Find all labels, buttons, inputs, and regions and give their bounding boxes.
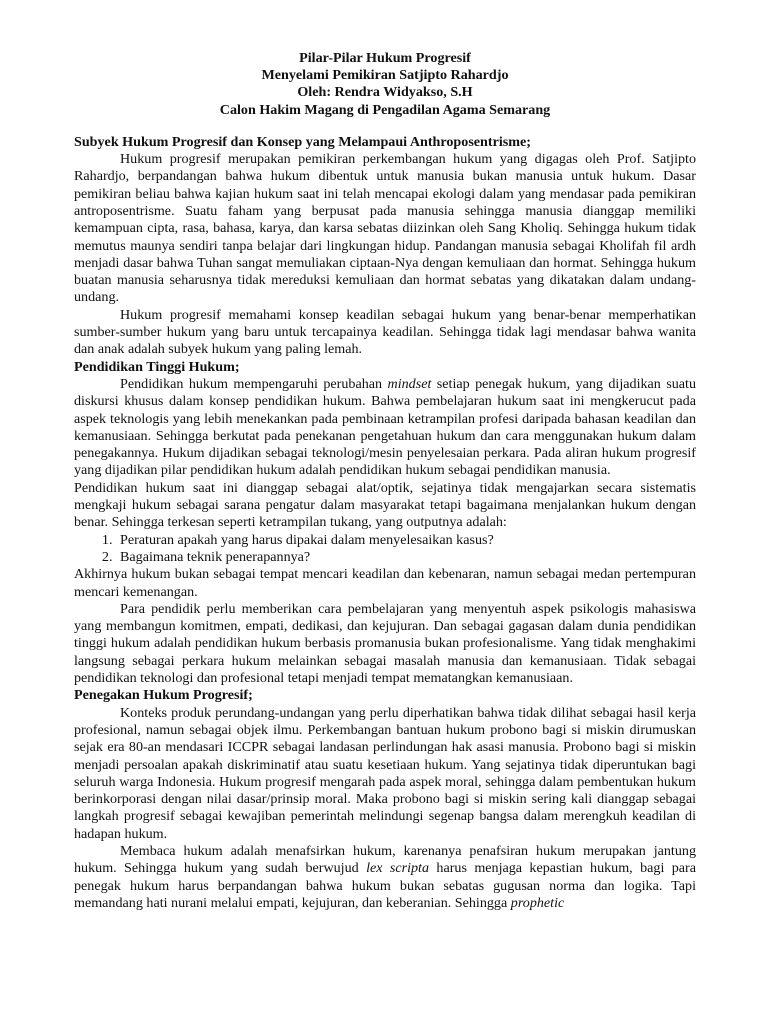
- paragraph-text: Membaca hukum adalah menafsirkan hukum, karenanya penafsiran hukum merupakan jantung hukum. Sehingga hukum yang sudah berwujud: [74, 842, 696, 877]
- document-title-block: [74, 50, 696, 119]
- paragraph: Pendidikan hukum saat ini dianggap sebagai alat/optik, sejatinya tidak mengajarkan secara sistematis mengkaji hukum sebagai sarana pengatur dalam masyarakat tetapi bagaimana menjalankan hukum dengan benar. Sehingga terkesan seperti ketrampilan tukang, yang outputnya adalah:: [74, 479, 696, 531]
- author-affiliation: Calon Hakim Magang di Pengadilan Agama Semarang: [219, 101, 551, 118]
- section-heading-subyek: Subyek Hukum Progresif dan Konsep yang Melampaui Anthroposentrisme;: [74, 133, 531, 150]
- paragraph-text: setiap penegak hukum, yang dijadikan suatu diskursi khusus dalam konsep pendidikan hukum. Bahwa pembelajaran hukum saat ini mengkerucut pada aspek teknologis yang lebih menekankan pada pembinaan ketrampilan profesi daripada bahasan keadilan dan kemanusiaan. Sehingga berkutat pada penekanan pengetahuan hukum dan cara menggunakan hukum dalam penegakannya. Hukum dijadikan sebagai teknologi/mesin penyelesaian perkara. Pada aliran hukum progresif yang dijadikan pilar pendidikan hukum adalah pendidikan hukum sebagai pendidikan manusia.: [74, 375, 697, 479]
- paragraph: [74, 376, 696, 480]
- italic-term: lex scripta: [366, 860, 430, 877]
- paragraph: Para pendidik perlu memberikan cara pembelajaran yang menyentuh aspek psikologis mahasiswa yang membangun komitmen, empati, dedikasi, dan kejujuran. Dan sebagai gagasan dalam dunia pendidikan tinggi hukum adalah pendidikan hukum berbasis promanusia bukan profesionalisme. Yang tidak menghakimi langsung sebagai perkara hukum melainkan sebagai masalah manusia dan kemanusiaan. Tidak sebagai pendidikan teknologi dan profesional tetapi menjadi tempat mematangkan kemanusiaan.: [74, 600, 696, 687]
- paragraph-text: harus menjaga kepastian hukum, bagi para penegak hukum harus berpandangan bahwa hukum bukan sebatas gugusan norma dan logika. Tapi memandang hati nurani melalui empati, kejujuran, dan keberanian. Sehingga: [74, 860, 696, 911]
- paragraph: Hukum progresif merupakan pemikiran perkembangan hukum yang digagas oleh Prof. Satjipto Rahardjo, berpandangan bahwa hukum dibentuk untuk manusia bukan manusia untuk hukum. Dasar pemikiran beliau bahwa kajian hukum saat ini telah mencapai ekologi dalam yang mendasar pada pemikiran antroposentrisme. Suatu faham yang berpusat pada manusia sehingga manusia dianggap memiliki kemampuan cipta, rasa, bahasa, karya, dan karsa sebatas diizinkan oleh Sang Kholiq. Sehingga hukum tidak memutus maunya sendiri tanpa belajar dari lingkungan hidup. Pandangan manusia sebagai Kholifah fil ardh menjadi dasar bahwa Tuhan sangat memuliakan ciptaan-Nya dengan kemuliaan dan hormat. Sehingga hukum buatan manusia seharusnya tidak mereduksi kemuliaan dan hormat sebatas yang dikatakan dalam undang-undang.: [74, 151, 696, 306]
- paragraph-text: Pendidikan hukum mempengaruhi perubahan: [120, 375, 388, 392]
- section-heading-penegakan: Penegakan Hukum Progresif;: [74, 687, 253, 704]
- document-subtitle: Menyelami Pemikiran Satjipto Rahardjo: [261, 67, 509, 84]
- section-heading-pendidikan: Pendidikan Tinggi Hukum;: [74, 358, 240, 375]
- document-author: Oleh: Rendra Widyakso, S.H: [297, 84, 473, 101]
- paragraph: Akhirnya hukum bukan sebagai tempat mencari keadilan dan kebenaran, namun sebagai medan pertempuran mencari kemenangan.: [74, 566, 696, 600]
- document-title: Pilar-Pilar Hukum Progresif: [299, 50, 471, 66]
- paragraph: Konteks produk perundang-undangan yang perlu diperhatikan bahwa tidak dilihat sebagai hasil kerja profesional, namun sebagai objek ilmu. Perkembangan bantuan hukum probono bagi si miskin dirumuskan sejak era 80-an mendasari ICCPR sebagai landasan perlindungan hak asasi manusia. Probono bagi si miskin menjadi persoalan apakah diskriminatif atau suatu kesetiaan hukum. Yang sejatinya tidak diperuntukan bagi seluruh warga Indonesia. Hukum progresif mengarah pada aspek moral, sehingga dalam pembentukan hukum berinkorporasi dengan nilai dasar/prinsip moral. Maka probono bagi si miskin sering kali dianggap sebagai langkah progresif sebagai kewajiban pemerintah melindungi segenap bangsa dalam merengkuh keadilan di hadapan hukum.: [74, 704, 696, 842]
- paragraph: Hukum progresif memahami konsep keadilan sebagai hukum yang benar-benar memperhatikan sumber-sumber hukum yang baru untuk tercapainya keadilan. Sehingga tidak lagi mendasar bahwa wanita dan anak adalah subyek hukum yang paling lemah.: [74, 306, 696, 358]
- paragraph: [74, 843, 696, 912]
- list-item: 2. Bagaimana teknik penerapannya?: [116, 549, 696, 566]
- italic-term: prophetic: [510, 894, 565, 911]
- numbered-list: [74, 532, 696, 567]
- italic-term: mindset: [387, 375, 432, 392]
- list-item: 1. Peraturan apakah yang harus dipakai dalam menyelesaikan kasus?: [116, 532, 696, 549]
